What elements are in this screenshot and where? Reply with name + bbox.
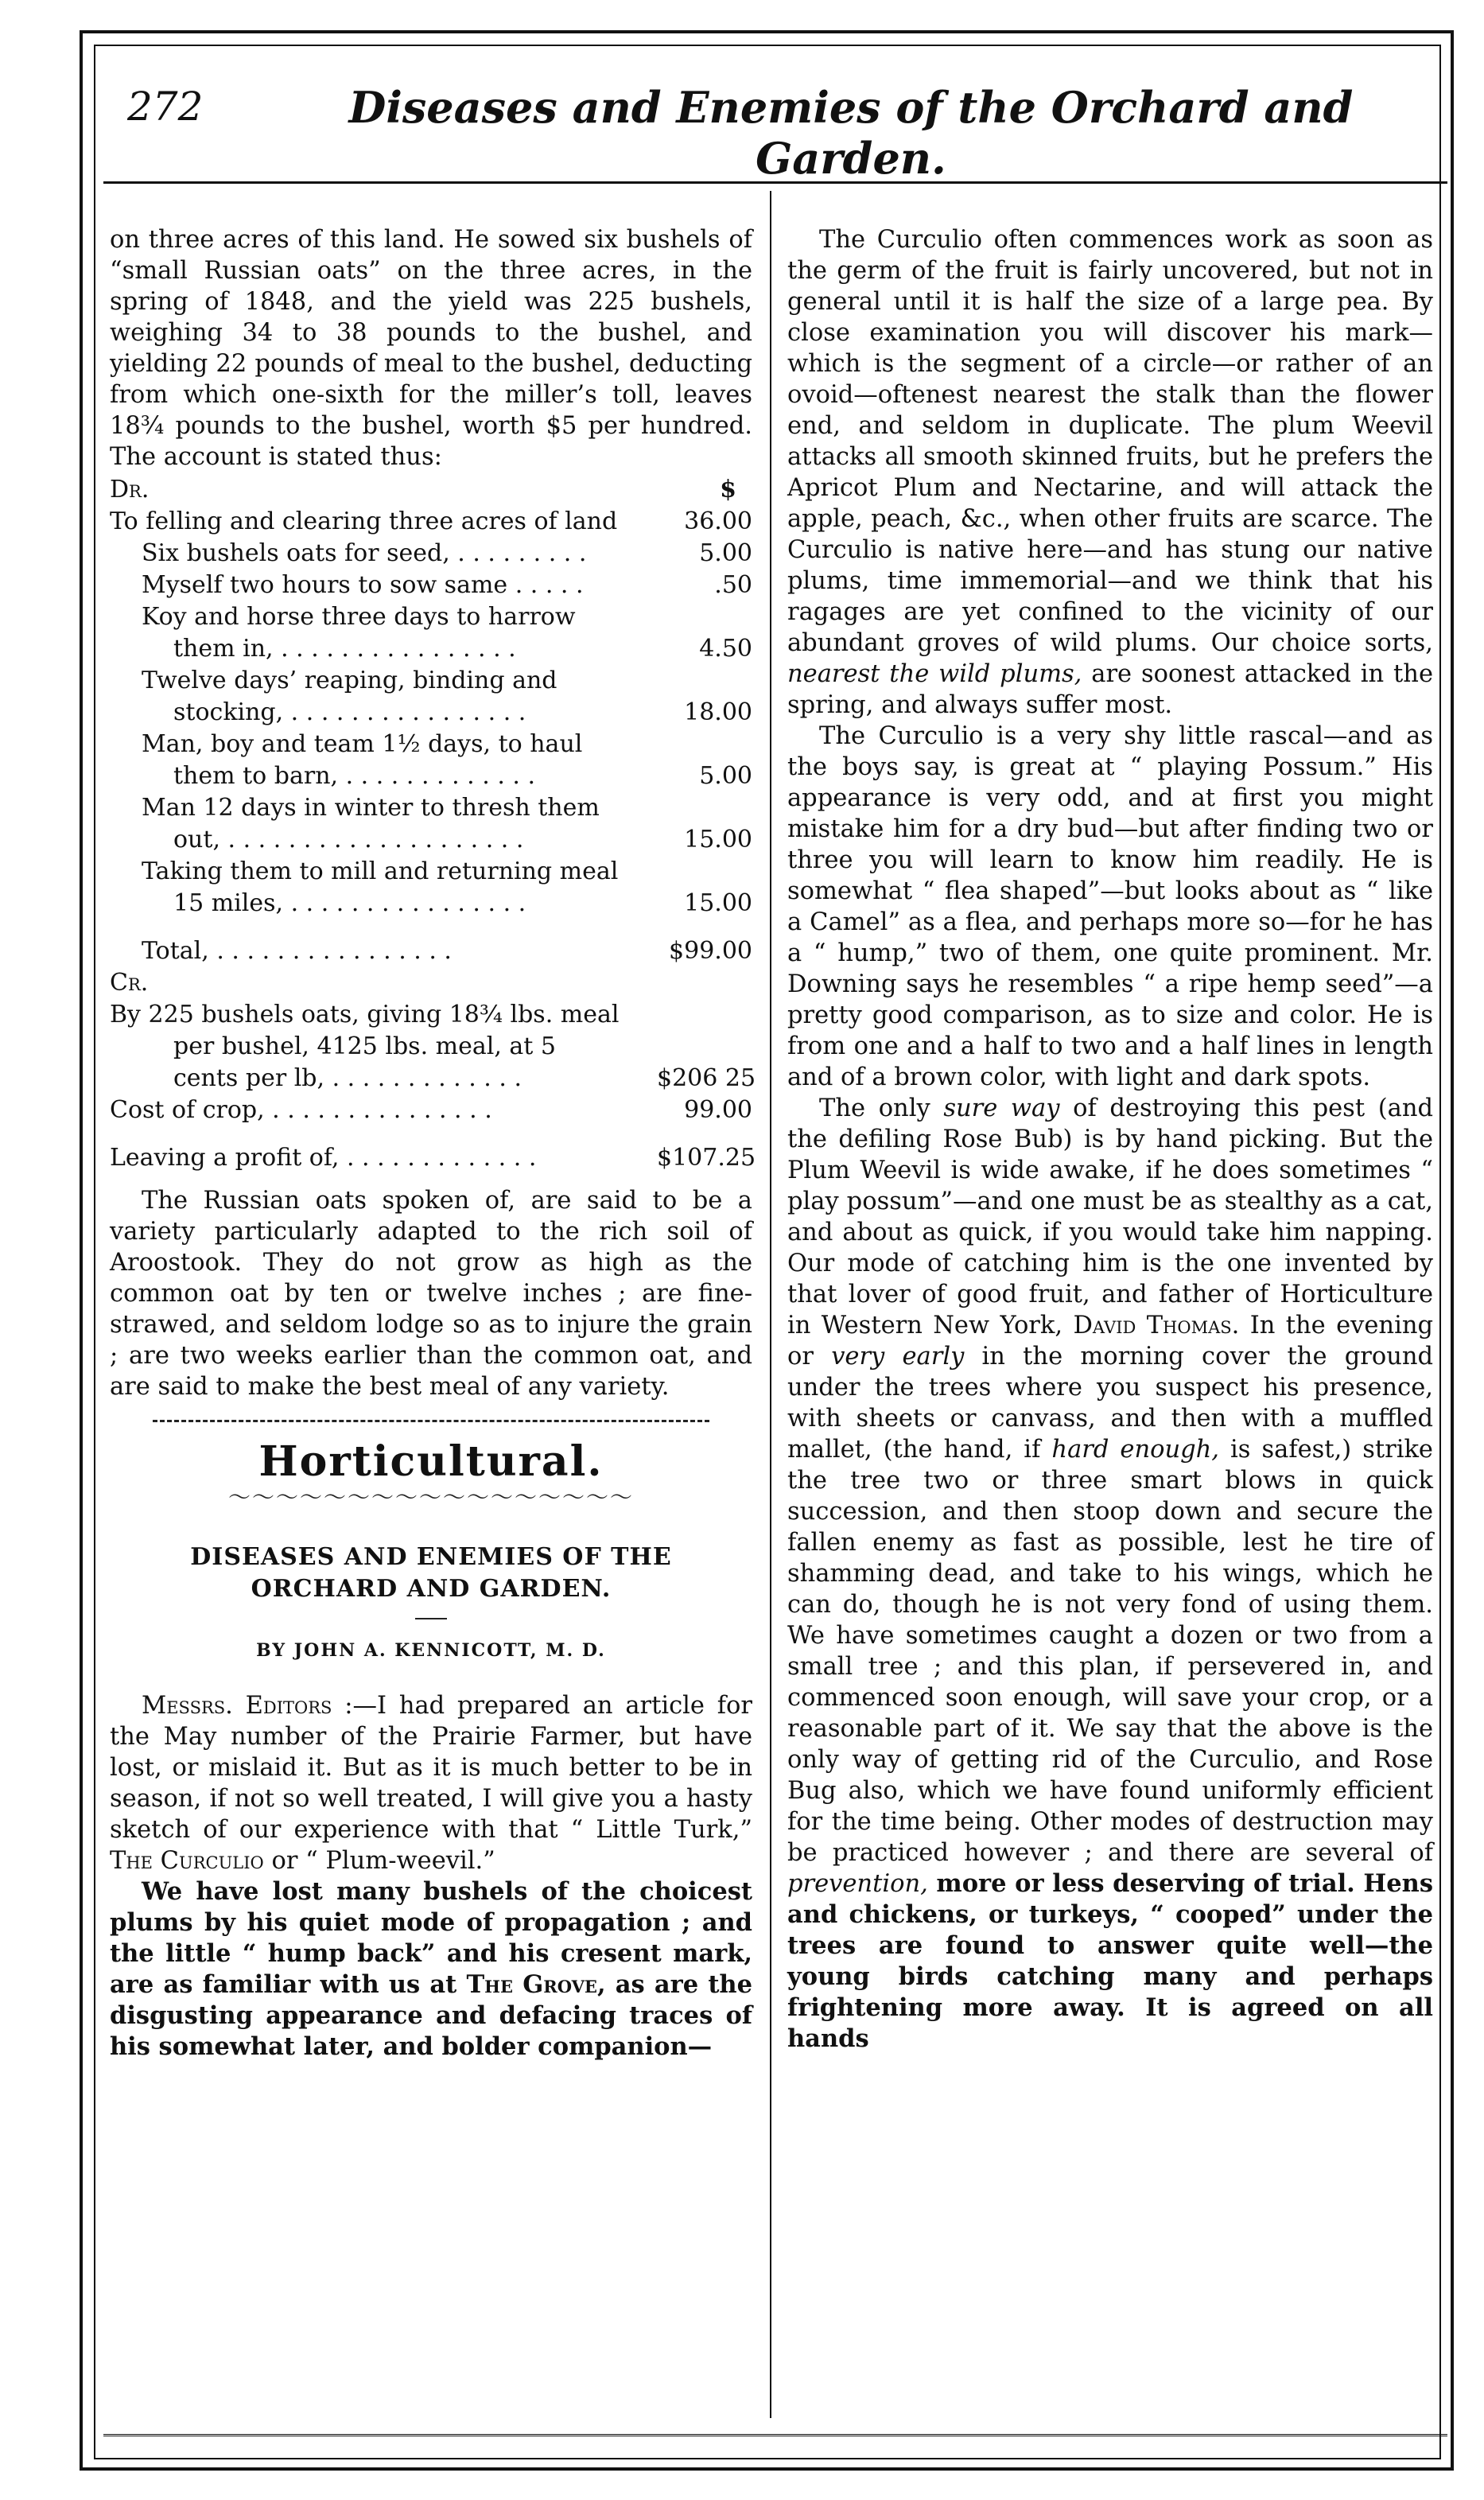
account-row (110, 506, 752, 538)
bottom-rule (103, 2434, 1447, 2436)
account-row-label: Koy and horse three days to harrow (142, 603, 576, 631)
account-cr-rows (110, 999, 756, 1126)
dr-label: Dr. (110, 476, 150, 503)
curculio-smallcaps: The Curculio (110, 1847, 264, 1875)
account-row-amount: 99.00 (684, 1096, 752, 1124)
page-number: 272 (127, 84, 204, 130)
total-amount: $99.00 (669, 937, 752, 965)
account-row (110, 824, 752, 856)
account-dr-header (110, 474, 752, 506)
wave-ornament: 〜〜〜〜〜〜〜〜〜〜〜〜〜〜〜〜〜 (227, 1484, 634, 1510)
account-row-amount: 18.00 (684, 698, 752, 726)
account-cr-header (110, 967, 752, 999)
left-paragraph-4: We have lost many bushels of the choicest plums by his quiet mode of propagation ; and the little “ hump back” and his cresent mark, are as familiar with us at The Grove, as are the disgusting appearance and defacing traces of his somewhat later, and bolder companion— (110, 1877, 753, 2061)
account-row (110, 633, 752, 665)
account-total-row (110, 935, 752, 967)
right-column (787, 224, 1433, 2055)
column-divider (770, 191, 771, 2418)
right-paragraph-1: The Curculio often commences work as soon as the germ of the fruit is fairly uncovered, but not in general until it is half the size of a large pea. By close examination you will discover his mark—which is the segment of a circle—or rather of an ovoid—oftenest nearest the stalk than the flower end, and seldom in duplicate. The plum Weevil attacks all smooth skinned fruits, but he prefers the Apricot Plum and Nectarine, and will attack the apple, peach, &c., when other fruits are scarce. The Curculio is native here—and has stung our native plums, time immemorial—and we think that his ragages are yet confined to the vicinity of our abundant groves of wild plums. Our choice sorts, nearest the wild plums, are soonest attacked in the spring, and always suffer most. (787, 226, 1433, 719)
emphasis-sure-way: sure way (943, 1094, 1060, 1122)
left-paragraph-1: on three acres of this land. He sowed six bushels of “small Russian oats” on the three acres, in the spring of 1848, and the yield was 225 bushels, weighing 34 to 38 pounds to the bushel, and yielding 22 pounds of meal to the bushel, deducting from which one-sixth for the miller’s toll, leaves 18¾ pounds to the bushel, worth $5 per hundred. The account is stated thus: (110, 226, 752, 471)
account-table (110, 474, 756, 1174)
article-title: DISEASES AND ENEMIES OF THE ORCHARD AND GARDEN. (190, 1543, 672, 1603)
grove-smallcaps: The Grove (466, 1970, 597, 1999)
account-row-label: Man, boy and team 1½ days, to haul (142, 730, 583, 758)
emphasis-hard-enough: hard enough, (1051, 1436, 1219, 1464)
account-row-amount: 5.00 (699, 762, 752, 790)
account-row (110, 792, 752, 824)
title-rule (415, 1618, 447, 1619)
account-row-amount: 15.00 (684, 889, 752, 917)
account-row (110, 570, 752, 601)
account-row-amount: $206 25 (657, 1064, 756, 1092)
section-heading: Horticultural. (258, 1437, 604, 1486)
account-row-label: cents per lb, . . . . . . . . . . . . . (173, 1064, 522, 1092)
right-paragraph-2: The Curculio is a very shy little rascal—and as the boys say, is great at “ playing Possum.” His appearance is very odd, and at first you might mistake him for a dry bud—but after finding two or three you will learn to know him readily. He is somewhat “ flea shaped”—but looks about as “ like a Camel” as a flea, and perhaps more so—for he has a “ hump,” two of them, one quite prominent. Mr. Downing says he resembles “ a ripe hemp seed”—a pretty good comparison, as to size and color. He is from one and a half to two and a half lines in length and of a brown color, with light and dark spots. (787, 722, 1433, 1091)
account-row (110, 1063, 756, 1094)
salutation: Messrs. Editors (142, 1692, 332, 1720)
account-dr-rows (110, 506, 752, 920)
account-row-label: Twelve days’ reaping, binding and (142, 667, 557, 694)
emphasis-wild-plums: nearest the wild plums, (787, 660, 1082, 688)
profit-label: Leaving a profit of, . . . . . . . . . . . . . (110, 1144, 537, 1172)
running-title: Diseases and Enemies of the Orchard and Garden. (348, 82, 1354, 184)
account-row-amount: 15.00 (684, 826, 752, 853)
total-label: Total, . . . . . . . . . . . . . . . . (142, 937, 452, 965)
right-paragraph-3: The only sure way of destroying this pest (and the defiling Rose Bub) is by hand picking. But the Plum Weevil is wide awake, if he does sometimes “ play possum”—and one must be as stealthy as a cat, and about as quick, if you would take him napping. Our mode of catching him is the one invented by that lover of good fruit, and father of Horticulture in Western New York, David Thomas. In the evening or very early in the morning cover the ground under the trees where you suspect his presence, with sheets or canvass, and then with a muffled mallet, (the hand, if hard enough, is safest,) strike the tree two or three smart blows in quick succession, and then stoop down and secure the fallen enemy as fast as possible, lest he tire of shamming dead, and take to his wings, which he can do, though he is not very fond of using them. We have sometimes caught a dozen or two from a small tree ; and this plan, if persevered in, and commenced soon enough, will save your crop, or a reasonable part of it. We say that the above is the only way of getting rid of the Curculio, and Rose Bug also, which we have found uniformly efficient for the time being. Other modes of destruction may be practiced however ; and there are several of prevention, more or less deserving of trial. Hens and chickens, or turkeys, “ cooped” under the trees are found to answer quite well—the young birds catching many and perhaps frightening more away. It is agreed on all hands (787, 1094, 1434, 2053)
account-row-amount: 36.00 (684, 507, 752, 535)
profit-amount: $107.25 (657, 1144, 756, 1172)
emphasis-prevention: prevention, (787, 1870, 928, 1898)
account-row (110, 697, 752, 729)
account-row-label: Taking them to mill and returning meal (142, 857, 619, 885)
cr-label: Cr. (110, 969, 149, 997)
account-row-label: Myself two hours to sow same . . . . . (142, 571, 584, 599)
account-row (110, 538, 752, 570)
left-paragraph-3: Messrs. Editors :—I had prepared an article for the May number of the Prairie Farmer, but have lost, or mislaid it. But as it is much better to be in season, if not so well treated, I will give you a hasty sketch of our experience with that “ Little Turk,” The Curculio or “ Plum-weevil.” (110, 1692, 752, 1875)
account-row-amount: .50 (714, 571, 752, 599)
account-row-label: them in, . . . . . . . . . . . . . . . . (173, 635, 516, 663)
account-row-label: them to barn, . . . . . . . . . . . . . (173, 762, 535, 790)
account-row-label: stocking, . . . . . . . . . . . . . . . . (173, 698, 526, 726)
account-row-amount: 4.50 (699, 635, 752, 663)
account-row-label: 15 miles, . . . . . . . . . . . . . . . . (173, 889, 526, 917)
account-row (110, 888, 752, 920)
left-column (110, 224, 756, 2063)
account-row (110, 729, 752, 760)
account-row-label: per bushel, 4125 lbs. meal, at 5 (173, 1032, 556, 1060)
account-row-label: To felling and clearing three acres of land (110, 507, 618, 535)
dr-currency: $ (720, 476, 736, 503)
account-row-amount: 5.00 (699, 539, 752, 567)
account-row-label: By 225 bushels oats, giving 18¾ lbs. meal (110, 1001, 620, 1028)
account-row (110, 665, 752, 697)
left-paragraph-2: The Russian oats spoken of, are said to be a variety particularly adapted to the rich soil of Aroostook. They do not grow as high as the common oat by ten or twelve inches ; are fine-strawed, and seldom lodge so as to injure the grain ; are two weeks earlier than the common oat, and are said to make the best meal of any variety. (110, 1187, 752, 1401)
account-profit-row (110, 1142, 756, 1174)
account-row (110, 601, 752, 633)
account-row-label: Six bushels oats for seed, . . . . . . . . . (142, 539, 587, 567)
account-row-label: Man 12 days in winter to thresh them (142, 794, 600, 822)
header-rule (103, 181, 1447, 184)
section-separator (153, 1420, 709, 1422)
account-row (110, 856, 752, 888)
account-row (110, 1031, 752, 1063)
byline: BY JOHN A. KENNICOTT, M. D. (256, 1640, 606, 1661)
account-row (110, 760, 752, 792)
account-row (110, 1094, 752, 1126)
account-row-label: Cost of crop, . . . . . . . . . . . . . . . (110, 1096, 492, 1124)
account-row-label: out, . . . . . . . . . . . . . . . . . . . . (173, 826, 524, 853)
emphasis-very-early: very early (831, 1343, 965, 1371)
page-header (111, 76, 1432, 184)
account-row (110, 999, 752, 1031)
david-thomas-smallcaps: David Thomas (1073, 1312, 1232, 1339)
